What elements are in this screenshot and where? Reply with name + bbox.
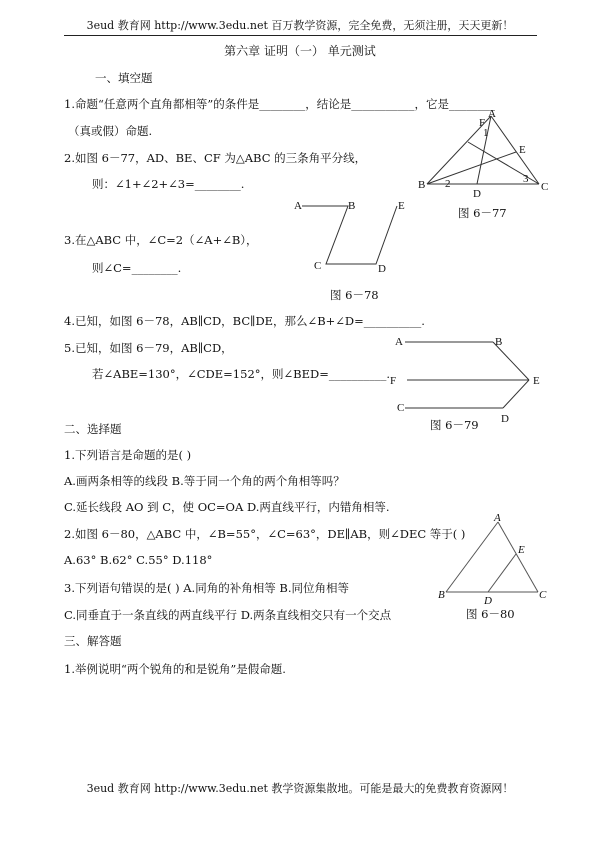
bisector-be [427,152,516,184]
label-b: B [418,179,426,191]
question-3-line-2: 则∠C=________. [92,261,182,275]
question-2-line-2: 则：∠1+∠2+∠3=________. [92,177,245,191]
label-a: A [494,512,501,524]
angle-3-label: 3 [523,173,529,185]
figure-6-79-caption: 图 6－79 [430,418,479,432]
question-5-line-2: 若∠ABE=130°，∠CDE=152°，则∠BED=__________. [92,367,390,381]
figure-6-77-caption: 图 6－77 [458,206,507,220]
question-4: 4.已知，如图 6－78，AB∥CD，BC∥DE，那么∠B+∠D=__________. [64,314,425,328]
question-1-line-2: （真或假）命题. [68,124,153,138]
label-b: B [348,200,356,212]
label-f: F [390,375,397,387]
label-c: C [539,589,547,601]
header-rule [64,35,537,36]
label-e: E [533,375,540,387]
label-e: E [398,200,405,212]
label-b: B [495,336,503,348]
figure-6-80-caption: 图 6－80 [466,607,515,621]
choice-1-options-ab: A.画两条相等的线段 B.等于同一个角的两个角相等吗？ [64,474,345,488]
figure-6-78 [290,196,420,281]
label-a: A [294,200,302,212]
angle-2-label: 2 [445,178,451,190]
side-ac [491,116,539,184]
choice-1-stem: 1.下列语言是命题的是( ) [64,448,192,462]
angle-1-label: 1 [483,127,489,139]
label-b: B [438,589,445,601]
question-1-line-1: 1.命题“任意两个直角都相等”的条件是________，结论是___________，它是________ [64,97,495,111]
question-3-line-1: 3.在△ABC 中，∠C=2（∠A+∠B）， [64,233,258,247]
choice-2-stem: 2.如图 6－80，△ABC 中，∠B=55°，∠C=63°，DE∥AB，则∠DEC 等于( ) [64,527,466,541]
section-fill-in: 一、填空题 [95,71,153,85]
label-c: C [541,181,549,193]
label-f: F [479,117,486,129]
question-5-line-1: 5.已知，如图 6－79，AB∥CD， [64,341,233,355]
label-c: C [397,402,405,414]
figure-6-78-caption: 图 6－78 [330,288,379,302]
section-solution: 三、解答题 [64,634,122,648]
label-d: D [473,188,481,200]
figure-6-80 [438,510,558,607]
page-title: 第六章 证明（一） 单元测试 [224,44,376,58]
label-a: A [488,108,496,120]
figure-6-77 [415,108,550,218]
label-e: E [518,544,525,556]
page-footer: 3eud 教育网 http://www.3edu.net 教学资源集散地。可能是最大的免费教育资源网！ [86,782,514,795]
label-d: D [484,595,492,607]
choice-2-options: A.63° B.62° C.55° D.118° [64,553,213,567]
question-2-line-1: 2.如图 6－77，AD、BE、CF 为△ABC 的三条角平分线， [64,151,367,165]
page-header: 3eud 教育网 http://www.3edu.net 百万教学资源，完全免费，无须注册，天天更新！ [86,19,514,32]
label-e: E [519,144,526,156]
choice-3-line-1: 3.下列语句错误的是( ) A.同角的补角相等 B.同位角相等 [64,581,349,595]
label-c: C [314,260,322,272]
section-multiple-choice: 二、选择题 [64,422,122,436]
solution-1: 1.举例说明“两个锐角的和是锐角”是假命题. [64,662,286,676]
label-d: D [501,413,509,425]
choice-1-options-cd: C.延长线段 AO 到 C，使 OC=OA D.两直线平行，内错角相等. [64,500,390,514]
label-d: D [378,263,386,275]
choice-3-line-2: C.同垂直于一条直线的两直线平行 D.两条直线相交只有一个交点 [64,608,392,622]
label-a: A [395,336,403,348]
